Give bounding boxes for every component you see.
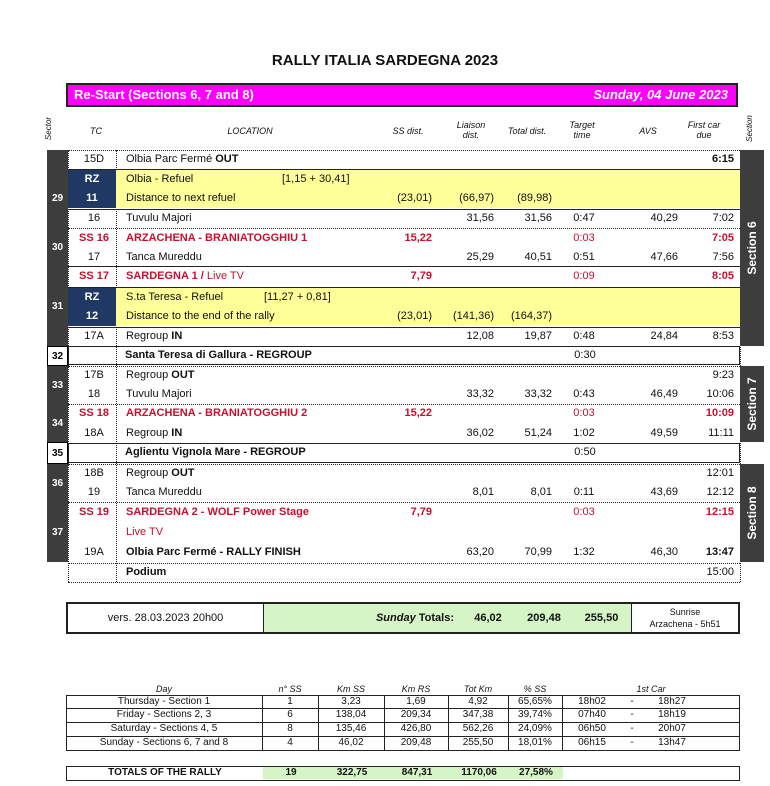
header-target-time: Target time [569,120,595,140]
header-avs: AVS [639,126,657,136]
table-row: SS 17 SARDEGNA 1 / Live TV 7,79 0:09 8:05 [79,270,734,282]
rally-totals-km-ss: 322,75 [319,767,385,779]
header-sector: Sector [44,116,54,141]
table-row: Podium 15:00 [126,566,734,578]
sunrise-info: Sunrise Arzachena - 5h51 [649,607,721,629]
sector-34: 34 [47,404,68,442]
table-row: 18A Regroup IN 36,02 51,24 1:02 49,59 11:11 [84,427,734,439]
summary-row: Thursday - Section 1 1 3,23 1,69 4,92 65,65% 18h02 - 18h27 [117,696,686,707]
table-row: 19A Olbia Parc Fermé - RALLY FINISH 63,20 70,99 1:32 46,30 13:47 [84,546,734,558]
section-6-label: Section 6 [740,150,764,346]
table-row: RZ S.ta Teresa - Refuel [11,27 + 0,81] [68,288,740,307]
table-row: 19 Tanca Mureddu 8,01 8,01 0:11 43,69 12:12 [87,486,734,498]
rally-totals-ss-count: 19 [263,767,319,779]
header-total-dist: Total dist. [507,126,547,136]
header-location: LOCATION [227,126,273,136]
table-row: 12 Distance to the end of the rally (23,01) (141,36) (164,37) [68,307,740,326]
sector-36: 36 [47,464,68,502]
sector-32: 32 [47,346,68,366]
rally-totals-km-rs: 847,31 [385,767,449,779]
table-row: 17 Tanca Mureddu 25,29 40,51 0:51 47,66 7:56 [87,251,734,263]
header-tc: TC [90,126,102,136]
table-row: 15D Olbia Parc Fermé OUT 6:15 [83,153,734,165]
table-row: 11 Distance to next refuel (23,01) (66,97) (89,98) [68,189,740,208]
header-liaison-dist: Liaison dist. [456,120,486,140]
sector-35: 35 [47,442,68,464]
header-ss-dist: SS dist. [392,126,424,136]
page-title: RALLY ITALIA SARDEGNA 2023 [271,52,499,69]
sector-29: 29 [47,169,68,228]
table-row: 18 Tuvulu Majori 33,32 33,32 0:43 46,49 10:06 [87,388,734,400]
section-7-label: Section 7 [740,366,764,442]
table-row: 18B Regroup OUT 12:01 [84,467,734,479]
summary-row: Sunday - Sections 6, 7 and 8 4 46,02 209,48 255,50 18,01% 06h15 - 13h47 [99,737,686,748]
version-text: vers. 28.03.2023 20h00 [68,604,264,632]
totals-bar [66,602,740,634]
regroup-row: Aglientu Vignola Mare - REGROUP 0:50 [68,443,740,463]
sector-37: 37 [47,502,68,562]
rally-totals-pct: 27,58% [509,767,563,779]
table-row: SS 18 ARZACHENA - BRANIATOGGHIU 2 15,22 0:03 10:09 [79,407,734,419]
summary-row: Saturday - Sections 4, 5 8 135,46 426,80 562,26 24,09% 06h50 - 20h07 [110,723,686,734]
restart-band [66,83,738,107]
section-8-label: Section 8 [740,464,764,562]
band-date: Sunday, 04 June 2023 [593,87,728,102]
table-row: RZ Olbia - Refuel [1,15 + 30,41] [68,170,740,189]
table-row: 16 Tuvulu Majori 31,56 31,56 0:47 40,29 7:02 [87,212,734,224]
summary-row: Friday - Sections 2, 3 6 138,04 209,34 347,38 39,74% 07h40 - 18h19 [116,709,686,720]
totals-label: Sunday Totals: [264,604,460,632]
summary-header: Day n° SS Km SS Km RS Tot Km % SS 1st Car [155,684,666,694]
rally-totals [66,766,740,781]
table-row: SS 16 ARZACHENA - BRANIATOGGHIU 1 15,22 0:03 7:05 [79,232,734,244]
band-title: Re-Start (Sections 6, 7 and 8) [74,87,254,102]
header-section: Section [744,115,754,142]
sector-30: 30 [47,228,68,266]
table-row: Live TV [126,526,164,538]
regroup-row: Santa Teresa di Gallura - REGROUP 0:30 [68,346,740,365]
header-first-car: First car due [687,120,721,140]
totals-liaison: 209,48 [516,604,572,632]
rally-totals-tot-km: 1170,06 [449,767,509,779]
rally-totals-label: TOTALS OF THE RALLY [108,767,222,778]
totals-ss: 46,02 [460,604,516,632]
table-row: 17B Regroup OUT 9:23 [84,369,734,381]
totals-total: 255,50 [572,604,632,632]
sector-31: 31 [47,266,68,346]
table-row: SS 19 SARDEGNA 2 - WOLF Power Stage 7,79 0:03 12:15 [79,506,734,518]
sector-33: 33 [47,366,68,404]
table-row: 17A Regroup IN 12,08 19,87 0:48 24,84 8:53 [84,330,734,342]
